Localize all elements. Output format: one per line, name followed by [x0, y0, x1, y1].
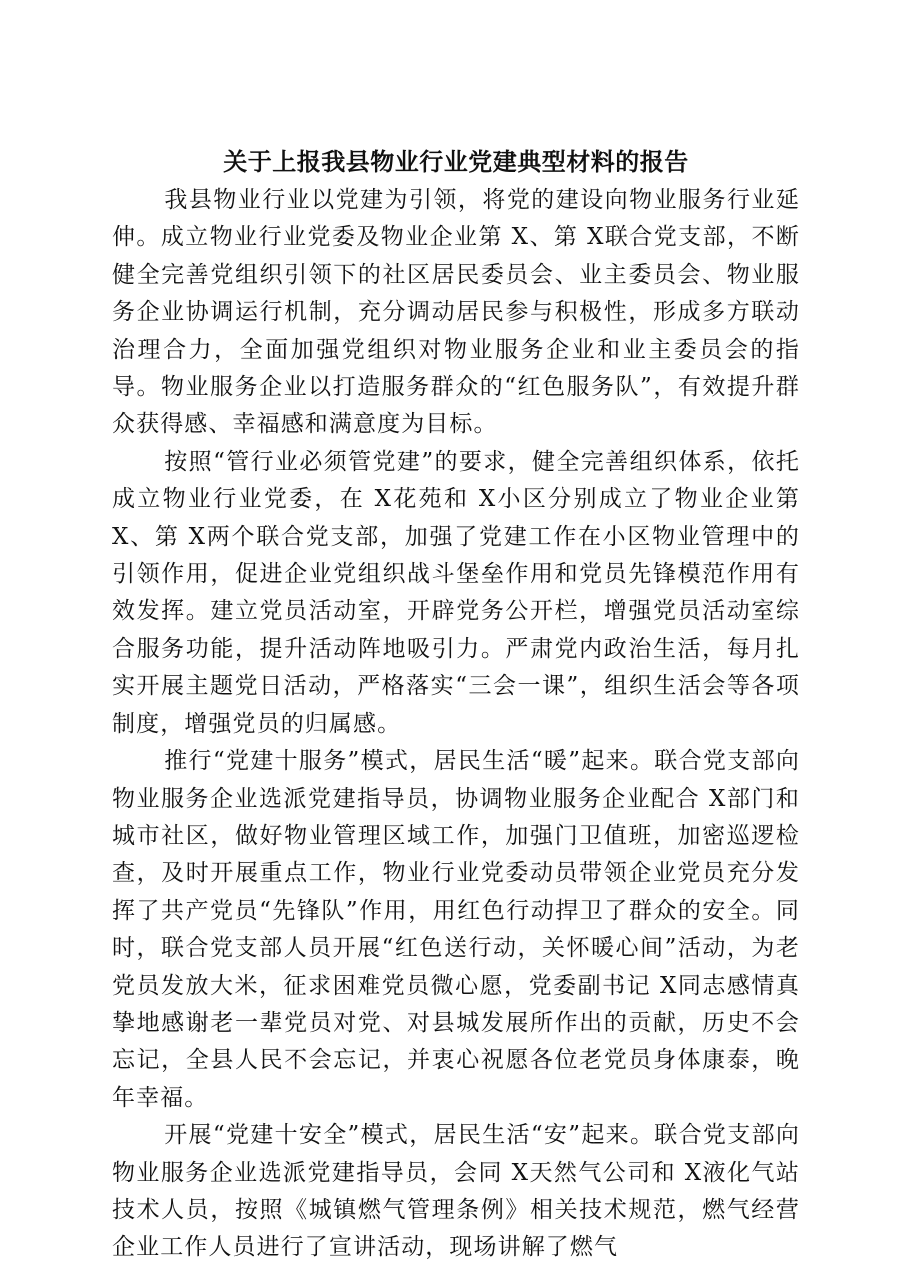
document-body — [112, 142, 800, 1267]
paragraph-text: 我县物业行业以党建为引领，将党的建设向物业服务行业延伸。成立物业行业党委及物业企业第 X、第 X联合党支部，不断健全完善党组织引领下的社区居民委员会、业主委员会、物业服务企业协调运行机制，充分调动居民参与积极性，形成多方联动治理合力，全面加强党组织对物业服务企业和业主委员会的指导。物业服务企业以打造服务群众的“红色服务队”，有效提升群众获得感、幸福感和满意度为目标。 — [112, 187, 800, 438]
paragraph-text: 按照“管行业必须管党建”的要求，健全完善组织体系，依托成立物业行业党委，在 X花苑和 X小区分别成立了物业企业第 X、第 X两个联合党支部，加强了党建工作在小区物业管理中的引领作用，促进企业党组织战斗堡垒作用和党员先锋模范作用有效发挥。建立党员活动室，开辟党务公开栏，增强党员活动室综合服务功能，提升活动阵地吸引力。严肃党内政治生活，每月扎实开展主题党日活动，严格落实“三会一课”，组织生活会等各项制度，增强党员的归属感。 — [112, 448, 800, 737]
document-title: 关于上报我县物业行业党建典型材料的报告 — [223, 147, 689, 176]
paragraph-3 — [112, 743, 800, 1117]
paragraph-1 — [112, 182, 800, 444]
paragraph-2 — [112, 444, 800, 743]
paragraph-text: 开展“党建十安全”模式，居民生活“安”起来。联合党支部向物业服务企业选派党建指导员，会同 X天然气公司和 X液化气站技术人员，按照《城镇燃气管理条例》相关技术规范，燃气经营企业工作人员进行了宣讲活动，现场讲解了燃气 — [112, 1122, 800, 1261]
paragraph-4 — [112, 1117, 800, 1267]
paragraph-text: 推行“党建十服务”模式，居民生活“暖”起来。联合党支部向物业服务企业选派党建指导员，协调物业服务企业配合 X部门和城市社区，做好物业管理区域工作，加强门卫值班，加密巡逻检查，及时开展重点工作，物业行业党委动员带领企业党员充分发挥了共产党员“先锋队”作用，用红色行动捍卫了群众的安全。同时，联合党支部人员开展“红色送行动，关怀暖心间”活动，为老党员发放大米，征求困难党员微心愿，党委副书记 X同志感情真挚地感谢老一辈党员对党、对县城发展所作出的贡献，历史不会忘记，全县人民不会忘记，并衷心祝愿各位老党员身体康泰，晚年幸福。 — [112, 748, 800, 1111]
